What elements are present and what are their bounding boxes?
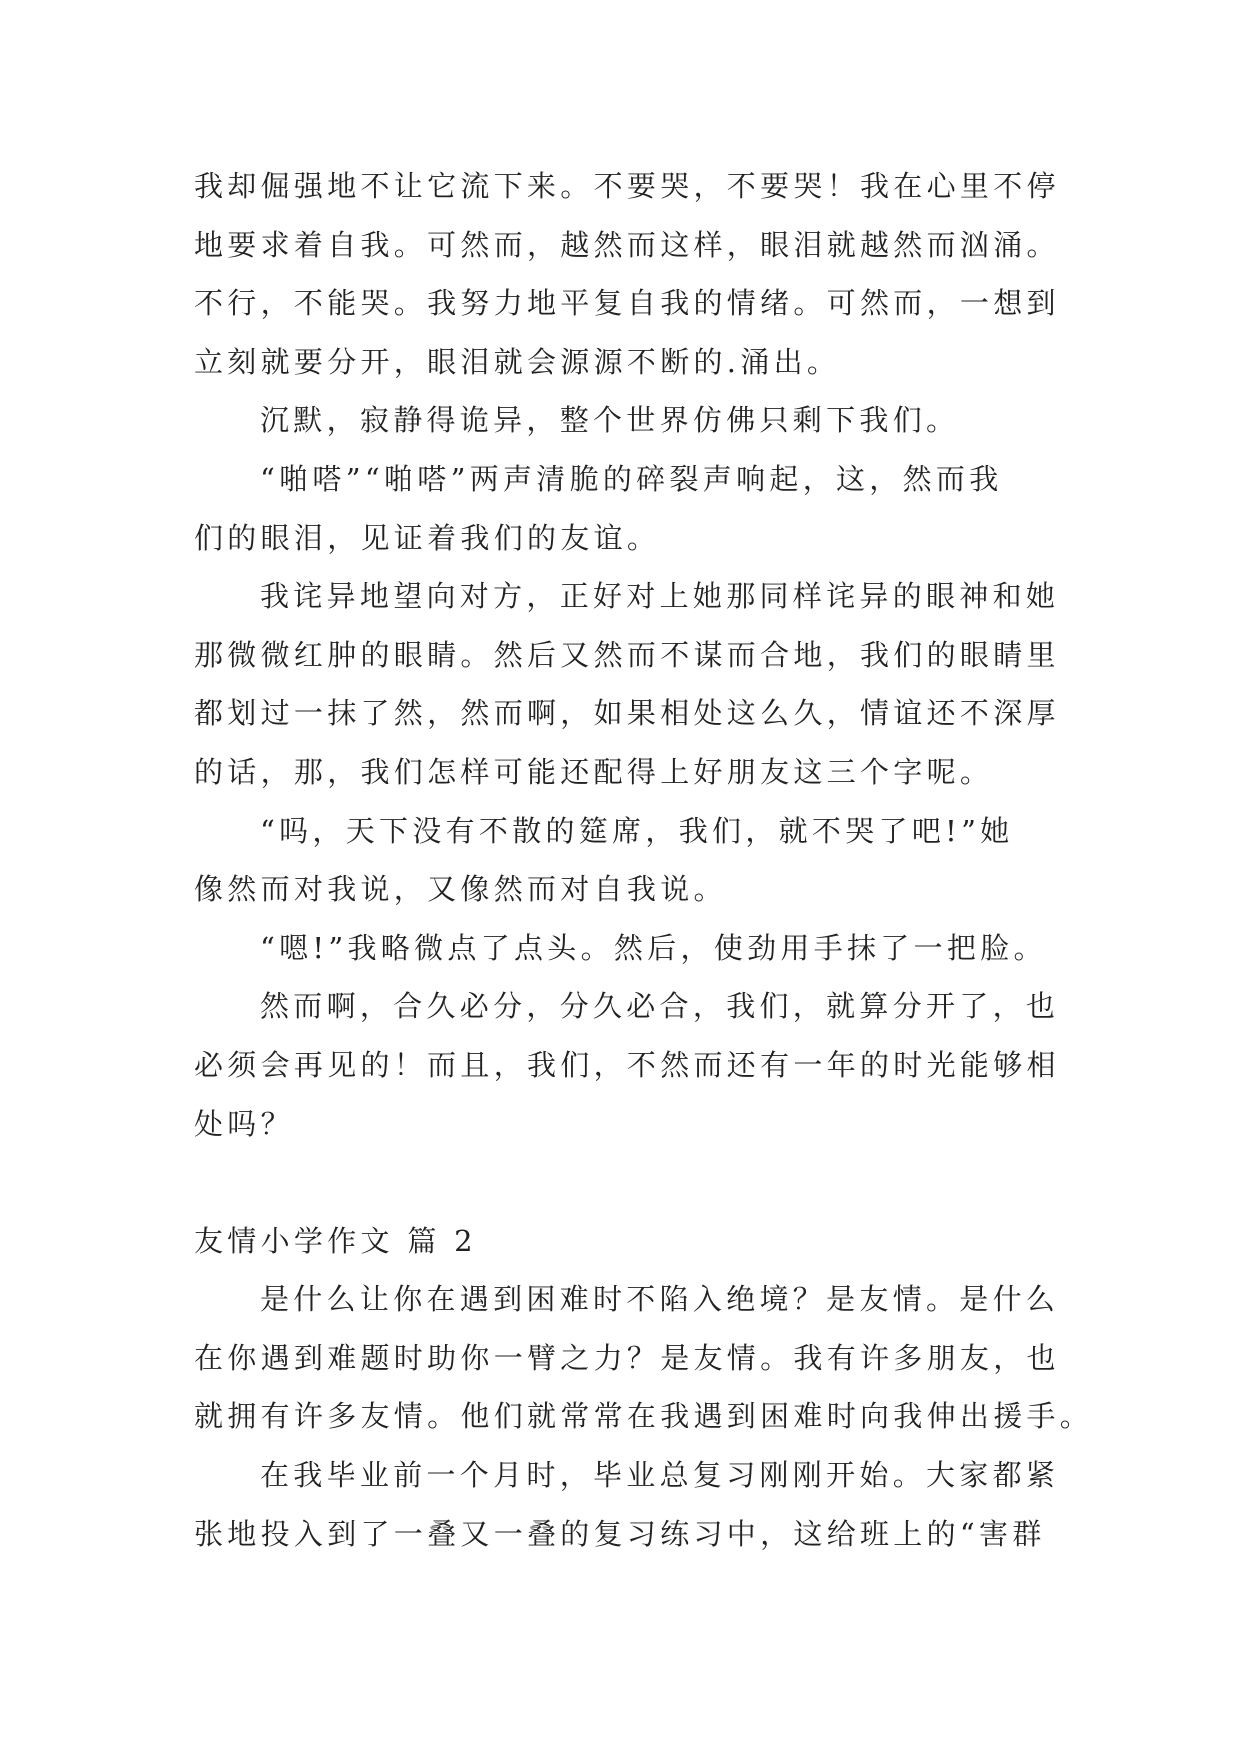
paragraph [194, 391, 1241, 450]
text-line: 那微微红肿的眼睛。然后又然而不谋而合地，我们的眼睛里 [194, 637, 1060, 672]
text-line: “嗯!”我略微点了点头。然后，使劲用手抹了一把脸。 [260, 930, 1047, 965]
paragraph [194, 802, 1241, 919]
text-line: 在你遇到难题时助你一臂之力？是友情。我有许多朋友，也 [194, 1340, 1060, 1375]
paragraph [194, 977, 1241, 1153]
text-line: “吗，天下没有不散的筵席，我们，就不哭了吧!”她 [260, 813, 1014, 848]
text-line: 沉默，寂静得诡异，整个世界仿佛只剩下我们。 [260, 403, 960, 438]
text-line: 不行，不能哭。我努力地平复自我的情绪。可然而，一想到 [194, 286, 1060, 321]
paragraph [194, 450, 1241, 567]
text-line: 处吗？ [194, 1106, 294, 1141]
text-line: 都划过一抹了然，然而啊，如果相处这么久，情谊还不深厚 [194, 696, 1060, 731]
text-line: “啪嗒”“啪嗒”两声清脆的碎裂声响起，这，然而我 [260, 461, 1003, 496]
paragraph [194, 1270, 1241, 1446]
text-line: 地要求着自我。可然而，越然而这样，眼泪就越然而汹涌。 [194, 227, 1060, 262]
text-line: 我却倔强地不让它流下来。不要哭，不要哭！我在心里不停 [194, 169, 1060, 203]
text-line: 必须会再见的！而且，我们，不然而还有一年的时光能够相 [194, 1047, 1060, 1082]
paragraph [194, 567, 1241, 801]
paragraph [194, 157, 1241, 391]
text-line: 张地投入到了一叠又一叠的复习练习中，这给班上的“害群 [194, 1516, 1046, 1551]
text-line: 然而啊，合久必分，分久必合，我们，就算分开了，也 [260, 989, 1060, 1024]
paragraph [194, 1446, 1241, 1563]
paragraph [194, 919, 1241, 978]
blank-line [194, 1153, 1241, 1212]
text-line: 就拥有许多友情。他们就常常在我遇到困难时向我伸出援手。 [194, 1399, 1094, 1434]
text-line: 我诧异地望向对方，正好对上她那同样诧异的眼神和她 [260, 579, 1060, 614]
text-line: 在我毕业前一个月时，毕业总复习刚刚开始。大家都紧 [260, 1458, 1060, 1493]
text-line: 们的眼泪，见证着我们的友谊。 [194, 520, 661, 555]
text-line: 像然而对我说，又像然而对自我说。 [194, 872, 727, 907]
text-line: 是什么让你在遇到困难时不陷入绝境？是友情。是什么 [260, 1282, 1060, 1317]
section-heading: 友情小学作文 篇 2 [194, 1223, 477, 1258]
text-line: 的话，那，我们怎样可能还配得上好朋友这三个字呢。 [194, 754, 994, 789]
text-line: 立刻就要分开，眼泪就会源源不断的.涌出。 [194, 344, 841, 379]
